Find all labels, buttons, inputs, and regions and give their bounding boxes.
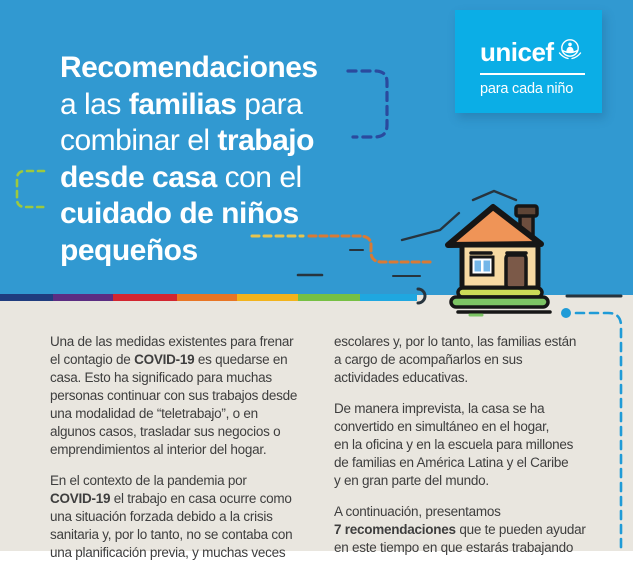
paragraph-left-2: En el contexto de la pandemia por COVID-19 el trabajo en casa ocurre como una situación forzada debido a la crisis sanitaria y, por lo tanto, no se contaba con una planificación previa, y muchas veces (50, 473, 293, 560)
divider-segment (237, 294, 298, 301)
body-right-column (334, 333, 624, 570)
divider-segment (0, 294, 53, 301)
divider-segment (113, 294, 177, 301)
divider-segment (53, 294, 113, 301)
unicef-emblem-icon (557, 36, 583, 67)
blue-dot (561, 308, 571, 318)
unicef-logo-block (455, 10, 602, 113)
paragraph-right-1: escolares y, por lo tanto, las familias están a cargo de acompañarlos en sus actividades educativas. (334, 334, 577, 385)
logo-divider-line (480, 73, 585, 75)
divider-segment (177, 294, 237, 301)
paragraph-right-2: De manera imprevista, la casa se ha convertido en simultáneo en el hogar, en la oficina y en la escuela para millones de familias en América Latina y el Caribe y en gran parte del mundo. (334, 401, 574, 488)
paragraph-left-1: Una de las medidas existentes para frenar el contagio de COVID-19 es quedarse en casa. Esto ha significado para muchas personas continuar con sus trabajos desde una modalidad de “teletrabajo”, o en algunos casos, trasladar sus negocios o emprendimientos al interior del hogar. (50, 334, 298, 457)
rainbow-divider (0, 294, 417, 301)
paragraph-right-3: A continuación, presentamos 7 recomendaciones que te pueden ayudar en este tiempo en que estarás trabajando (334, 504, 586, 555)
unicef-wordmark: unicef (480, 36, 554, 67)
page-title: Recomendaciones a las familias para combinar el trabajo desde casa con el cuidado de niños pequeños (60, 51, 318, 267)
unicef-tagline: para cada niño (480, 81, 574, 97)
body-left-column (50, 333, 335, 575)
divider-segment (298, 294, 360, 301)
divider-segment (360, 294, 417, 301)
unicef-logo-row (480, 36, 602, 67)
